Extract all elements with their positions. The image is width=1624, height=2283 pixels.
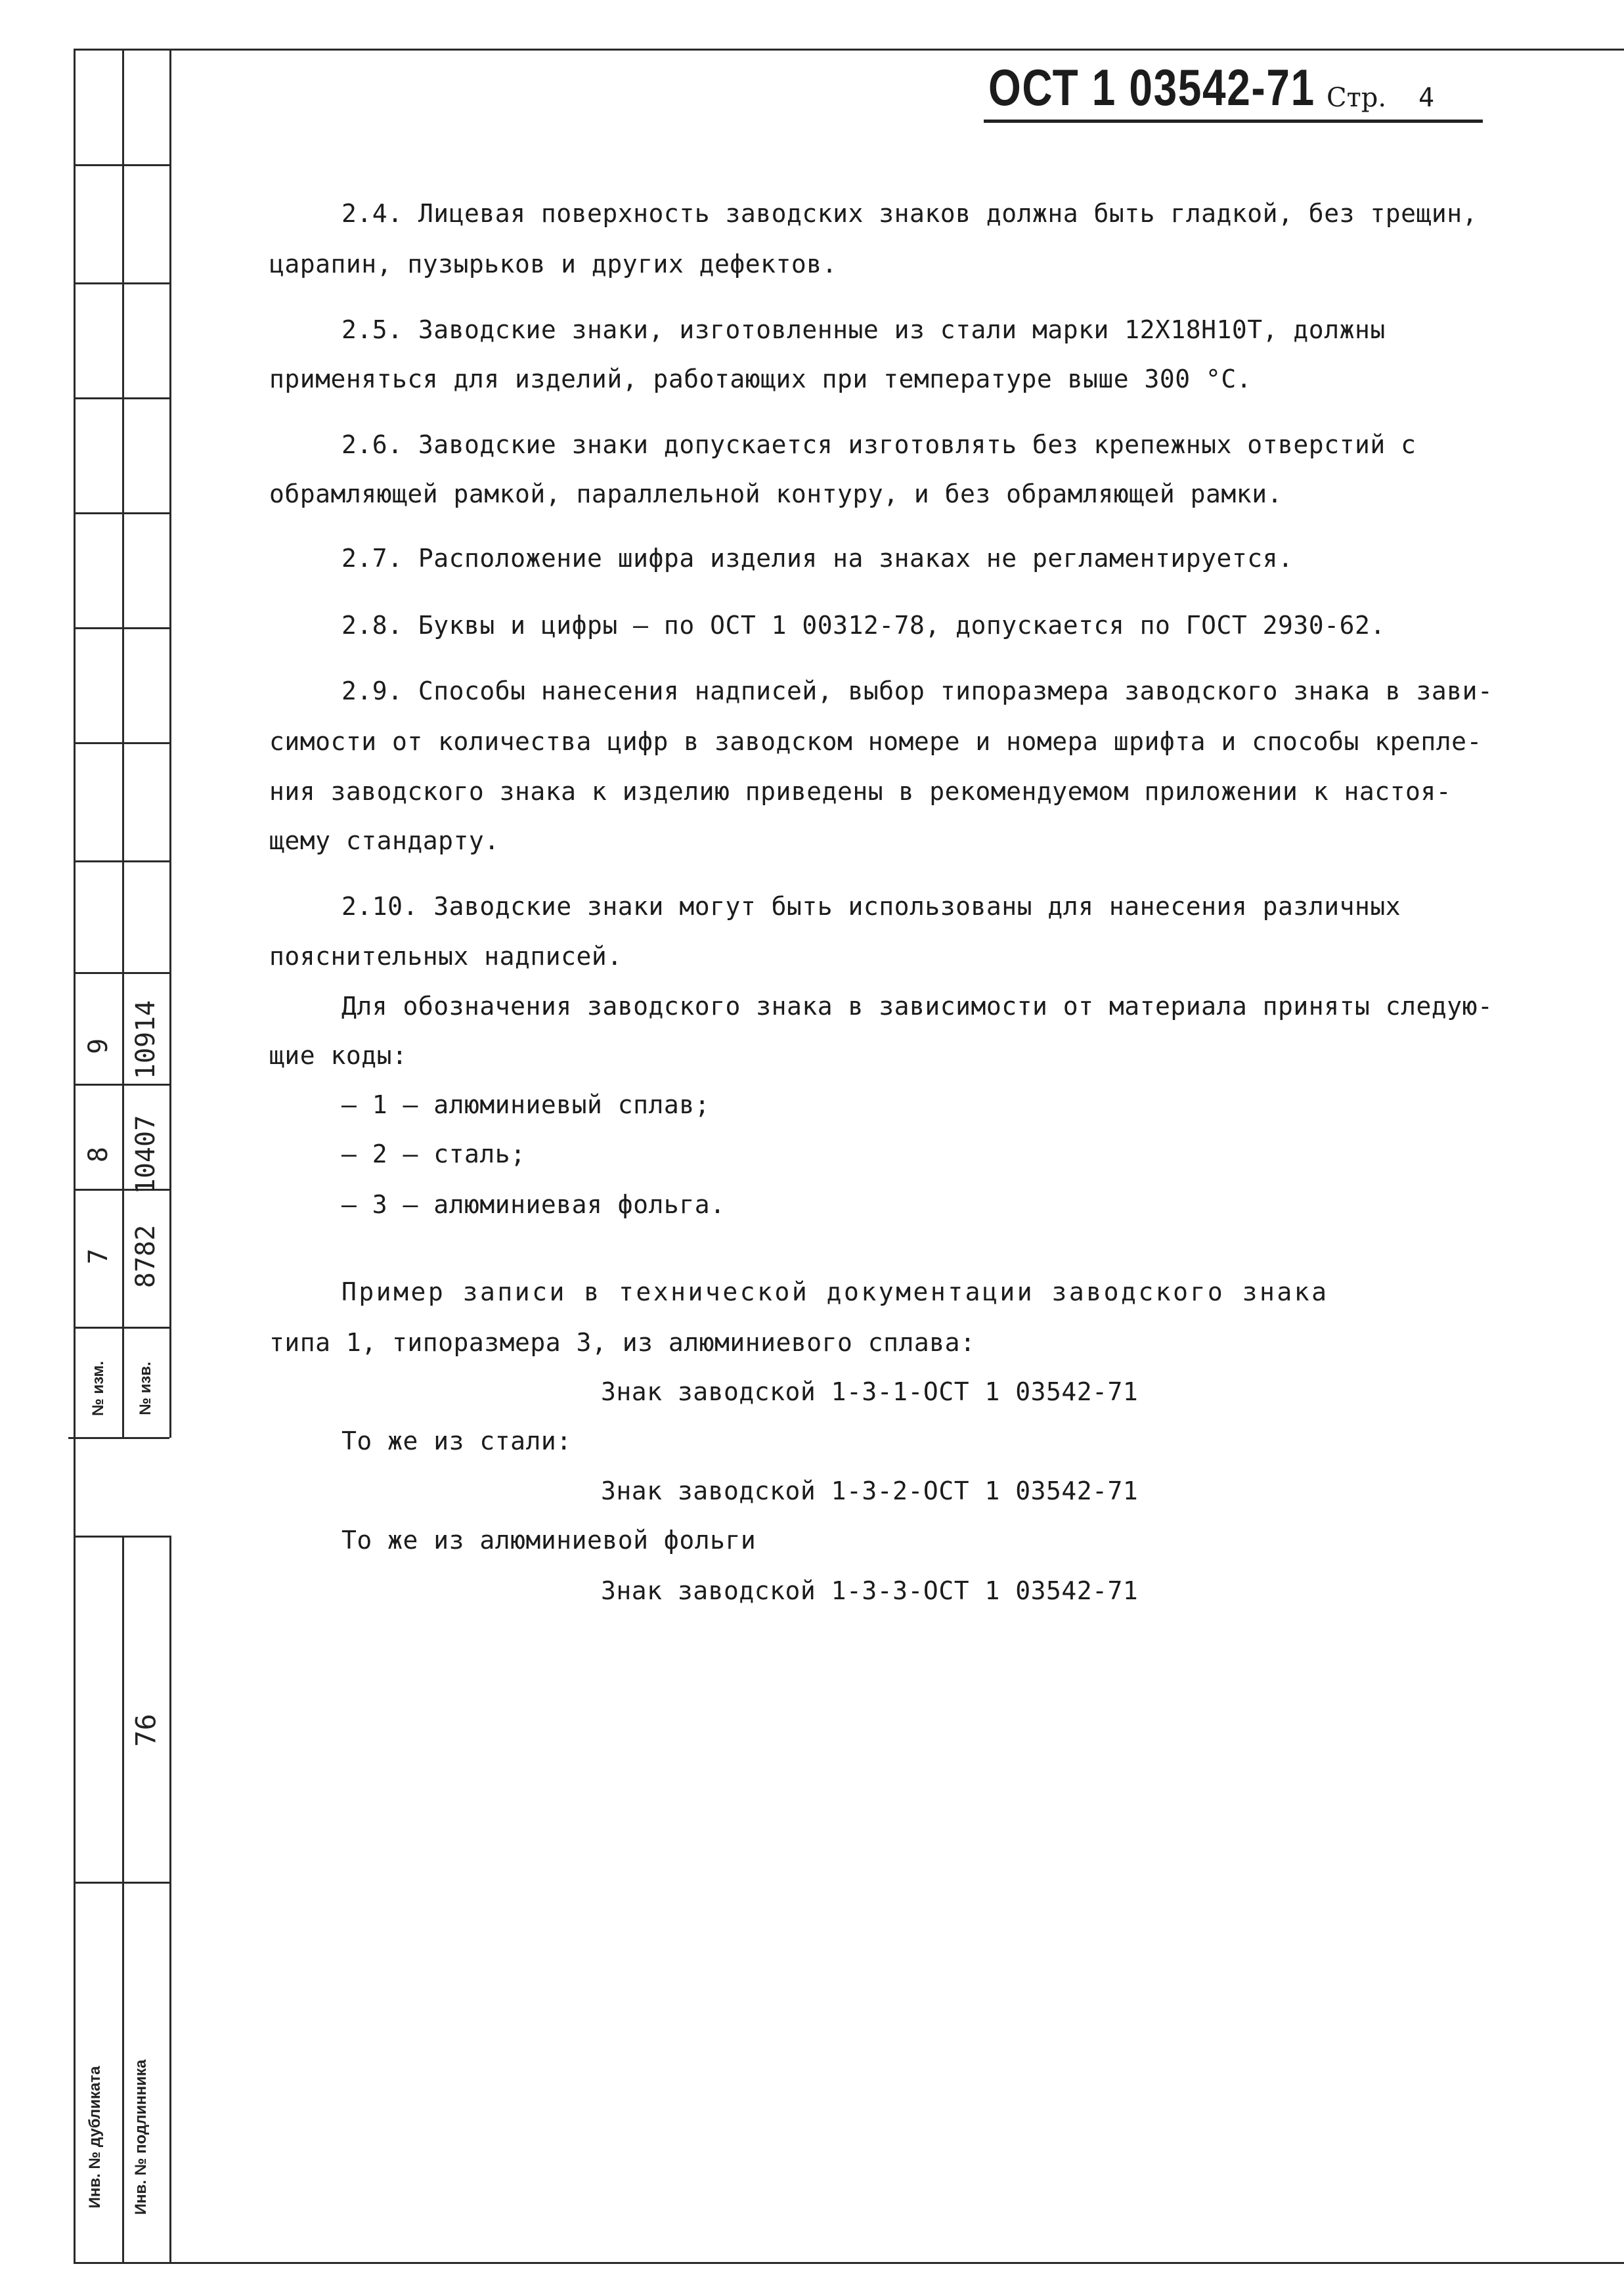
page-label: Стр.: [1327, 83, 1387, 113]
para-2-4-line1: 2.4. Лицевая поверхность заводских знаков должна быть гладкой, без трещин,: [341, 199, 1478, 228]
para-2-6-line1: 2.6. Заводские знаки допускается изготовлять без крепежных отверстий с: [341, 430, 1416, 459]
stamp-row-line: [68, 1437, 169, 1439]
page-header: [988, 58, 1435, 118]
para-2-9-line2: симости от количества цифр в заводском номере и номера шрифта и способы крепле-: [269, 727, 1482, 756]
stamp-row-line: [74, 282, 169, 284]
para-2-6-line2: обрамляющей рамкой, параллельной контуру, и без обрамляющей рамки.: [269, 479, 1283, 508]
stamp-izm-7: 7: [83, 1248, 114, 1265]
example-steel-label: То же из стали:: [341, 1427, 572, 1455]
stamp-row-line: [74, 627, 169, 629]
example-heading: Пример записи в технической документации заводского знака: [341, 1277, 1329, 1306]
example-designation-2: Знак заводской 1-3-2-ОСТ 1 03542-71: [601, 1476, 1139, 1505]
code-item-3: – 3 – алюминиевая фольга.: [341, 1190, 726, 1219]
header-underline: [984, 120, 1483, 123]
stamp-inv-podlinnika: Инв. № подлинника: [132, 2059, 150, 2215]
codes-intro-line1: Для обозначения заводского знака в зависимости от материала приняты следую-: [341, 992, 1493, 1021]
para-2-10-line1: 2.10. Заводские знаки могут быть использованы для нанесения различных: [341, 892, 1401, 921]
code-item-2: – 2 – сталь;: [341, 1140, 526, 1168]
page-number: 4: [1418, 83, 1435, 113]
stamp-izv-10407: 10407: [131, 1115, 161, 1195]
para-2-7: 2.7. Расположение шифра изделия на знаках не регламентируется.: [341, 544, 1294, 573]
stamp-izv-10914: 10914: [131, 1000, 161, 1080]
stamp-izm-9: 9: [83, 1038, 114, 1055]
standard-code: ОСТ 1 03542-71: [988, 58, 1315, 116]
stamp-izv-8782: 8782: [131, 1224, 161, 1289]
stamp-inner-border-lower: [169, 1536, 171, 2264]
code-item-1: – 1 – алюминиевый сплав;: [341, 1090, 711, 1119]
para-2-5-line1: 2.5. Заводские знаки, изготовленные из стали марки 12Х18Н10Т, должны: [341, 315, 1386, 344]
stamp-row-line: [74, 1882, 169, 1884]
example-line2: типа 1, типоразмера 3, из алюминиевого сплава:: [269, 1328, 976, 1357]
stamp-dubl-value: 76: [129, 1714, 162, 1747]
stamp-row-line: [74, 742, 169, 744]
stamp-izm-8: 8: [83, 1146, 114, 1163]
para-2-5-line2: применяться для изделий, работающих при температуре выше 300 °С.: [269, 365, 1252, 393]
stamp-row-line: [74, 972, 169, 974]
stamp-row-line: [74, 1536, 169, 1538]
stamp-inner-border: [169, 49, 171, 1438]
para-2-9-line4: щему стандарту.: [269, 826, 500, 855]
example-designation-1: Знак заводской 1-3-1-ОСТ 1 03542-71: [601, 1377, 1139, 1406]
para-2-8: 2.8. Буквы и цифры – по ОСТ 1 00312-78, допускается по ГОСТ 2930-62.: [341, 611, 1386, 640]
stamp-row-line: [74, 860, 169, 862]
example-foil-label: То же из алюминиевой фольги: [341, 1526, 757, 1555]
para-2-10-line2: пояснительных надписей.: [269, 942, 623, 971]
para-2-9-line1: 2.9. Способы нанесения надписей, выбор типоразмера заводского знака в зави-: [341, 676, 1493, 705]
example-designation-3: Знак заводской 1-3-3-ОСТ 1 03542-71: [601, 1576, 1139, 1605]
codes-intro-line2: щие коды:: [269, 1041, 408, 1070]
stamp-divider-lower: [122, 1536, 124, 2264]
stamp-label-izm: № изм.: [89, 1361, 107, 1416]
stamp-row-line: [74, 164, 169, 166]
para-2-4-line2: царапин, пузырьков и других дефектов.: [269, 250, 837, 278]
stamp-row-line: [74, 397, 169, 399]
stamp-inv-dublikata: Инв. № дубликата: [86, 2066, 104, 2209]
para-2-9-line3: ния заводского знака к изделию приведены в рекомендуемом приложении к настоя-: [269, 777, 1452, 806]
stamp-label-izv: № изв.: [137, 1362, 154, 1415]
stamp-row-line: [74, 512, 169, 514]
stamp-row-line: [74, 1327, 169, 1329]
